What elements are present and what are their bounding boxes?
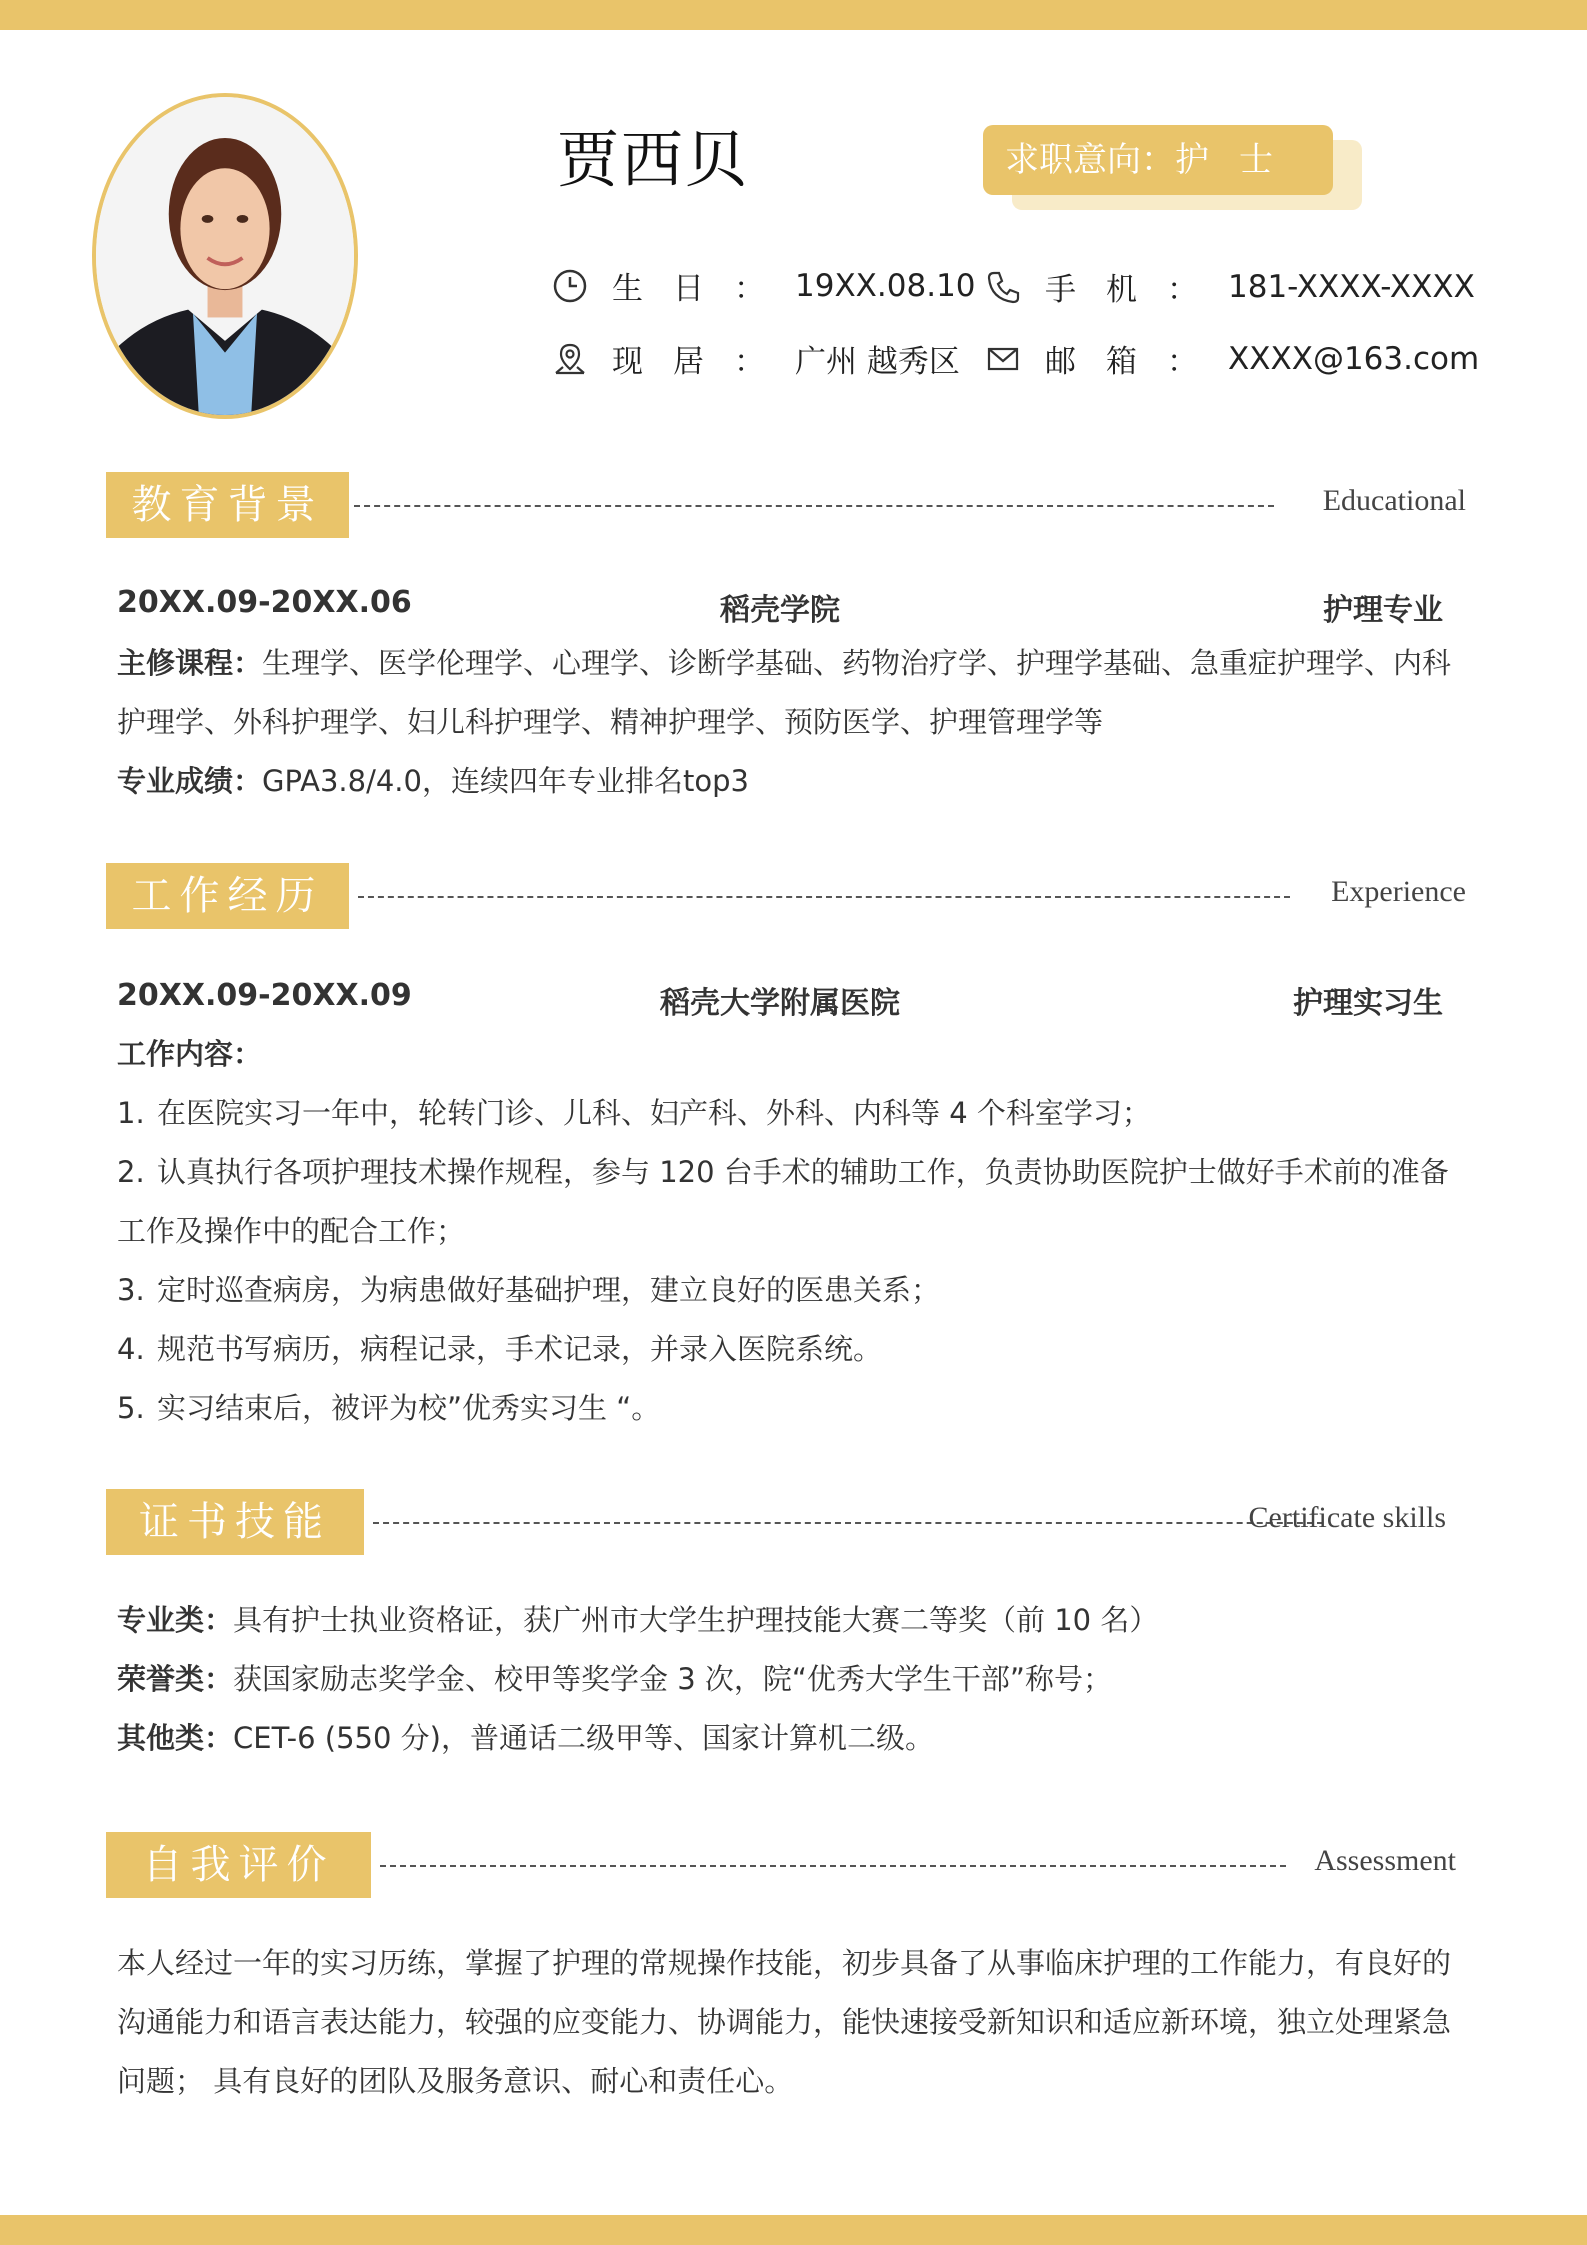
- clock-icon: [550, 266, 590, 306]
- certificates-section-header: [106, 1489, 1466, 1555]
- email-label: 邮箱：: [1045, 344, 1228, 380]
- cert-honor: 荣誉类：获国家励志奖学金、校甲等奖学金 3 次，院“优秀大学生干部”称号；: [117, 1662, 1112, 1696]
- experience-title-en: Experience: [1331, 875, 1466, 908]
- section-divider: [354, 505, 1274, 507]
- profile-photo: [92, 93, 358, 419]
- work-content-label: 工作内容：: [117, 1037, 263, 1071]
- experience-section-header: [106, 863, 1466, 929]
- grades-text: GPA3.8/4.0，连续四年专业排名top3: [262, 764, 749, 798]
- experience-org: 稻壳大学附属医院: [660, 986, 900, 1021]
- experience-period: 20XX.09-20XX.09: [117, 978, 412, 1013]
- education-section-header: [106, 472, 1466, 538]
- cert-other: 其他类：CET-6 (550 分)，普通话二级甲等、国家计算机二级。: [117, 1721, 934, 1755]
- cert-professional: 专业类：具有护士执业资格证，获广州市大学生护理技能大赛二等奖（前 10 名）: [117, 1603, 1159, 1637]
- certificates-title: 证书技能: [106, 1489, 364, 1555]
- list-item: 1. 在医院实习一年中，轮转门诊、儿科、妇产科、外科、内科等 4 个科室学习；: [117, 1096, 1151, 1130]
- email-row: [983, 336, 1479, 381]
- certificates-title-en: Certificate skills: [1248, 1501, 1446, 1534]
- phone-label: 手机：: [1045, 272, 1228, 308]
- grades-label: 专业成绩：: [117, 764, 263, 798]
- assessment-text: 本人经过一年的实习历练，掌握了护理的常规操作技能，初步具备了从事临床护理的工作能力，有良好的沟通能力和语言表达能力，较强的应变能力、协调能力，能快速接受新知识和适应新环境，独立处理紧急问题； 具有良好的团队及服务意识、耐心和责任心。: [117, 1946, 1452, 2098]
- education-grades: [117, 752, 1462, 811]
- list-item: 4. 规范书写病历，病程记录，手术记录，并录入医院系统。: [117, 1332, 883, 1366]
- education-courses: [117, 634, 1462, 752]
- education-title: 教育背景: [106, 472, 349, 538]
- assessment-title: 自我评价: [106, 1832, 371, 1898]
- assessment-title-en: Assessment: [1314, 1844, 1456, 1877]
- certificates-content: [117, 1591, 1462, 1768]
- education-period: 20XX.09-20XX.06: [117, 585, 412, 620]
- experience-title: 工作经历: [106, 863, 349, 929]
- courses-text: 生理学、医学伦理学、心理学、诊断学基础、药物治疗学、护理学基础、急重症护理学、内科护理学、外科护理学、妇儿科护理学、精神护理学、预防医学、护理管理学等: [117, 646, 1452, 739]
- bottom-accent-bar: [0, 2215, 1587, 2245]
- residence-label: 现居：: [612, 344, 795, 380]
- section-divider: [380, 1865, 1286, 1867]
- birthday-label: 生日：: [612, 271, 795, 307]
- residence-row: [550, 336, 960, 381]
- phone-value: 181-XXXX-XXXX: [1228, 268, 1475, 305]
- mail-icon: [983, 339, 1023, 379]
- birthday-value: 19XX.08.10: [795, 267, 976, 304]
- education-school: 稻壳学院: [720, 593, 840, 628]
- list-item: 5. 实习结束后，被评为校”优秀实习生 “。: [117, 1391, 661, 1425]
- phone-row: [983, 264, 1475, 309]
- phone-icon: [983, 267, 1023, 307]
- education-title-en: Educational: [1322, 484, 1466, 517]
- email-value: XXXX@163.com: [1228, 340, 1480, 377]
- section-divider: [358, 896, 1290, 898]
- location-icon: [550, 339, 590, 379]
- job-intent-label: 求职意向：: [1005, 140, 1175, 180]
- top-accent-bar: [0, 0, 1587, 30]
- residence-value: 广州 越秀区: [795, 344, 960, 380]
- job-intent-value: 护士: [1175, 140, 1303, 180]
- candidate-name: 贾西贝: [557, 123, 750, 196]
- courses-label: 主修课程：: [117, 646, 263, 680]
- experience-role: 护理实习生: [1293, 986, 1443, 1021]
- list-item: 2. 认真执行各项护理技术操作规程，参与 120 台手术的辅助工作，负责协助医院护士做好手术前的准备工作及操作中的配合工作；: [117, 1155, 1449, 1248]
- assessment-section-header: [106, 1832, 1466, 1898]
- list-item: 3. 定时巡查病房，为病患做好基础护理，建立良好的医患关系；: [117, 1273, 941, 1307]
- section-divider: [373, 1522, 1323, 1524]
- education-major: 护理专业: [1323, 593, 1443, 628]
- birthday-row: [550, 263, 976, 308]
- portrait-image: [96, 97, 354, 415]
- experience-content: [117, 1025, 1462, 1438]
- job-intent-badge: [983, 125, 1333, 195]
